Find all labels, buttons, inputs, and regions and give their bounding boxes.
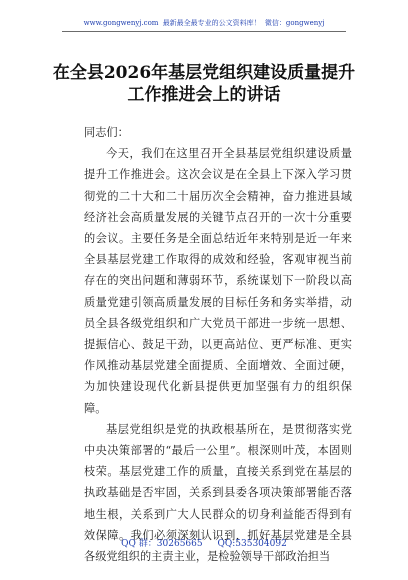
document-body	[84, 122, 352, 567]
footer-bar	[0, 538, 408, 550]
header-divider	[62, 31, 346, 32]
header-bar	[0, 18, 408, 28]
document-title	[0, 62, 408, 106]
paragraph-2: 基层党组织是党的执政根基所在，是贯彻落实党中央决策部署的“最后一公里”。根深则叶茂，本固则枝荣。基层党建工作的质量，直接关系到党在基层的执政基础是否牢固，关系到县委各项决策部署能否落地生根，关系到广大人民群众的切身利益能否得到有效保障。我们必须深刻认识到，抓好基层党建是全县各级党组织的主责主业，是检验领导干部政治担当	[84, 422, 352, 564]
salutation: 同志们：	[84, 126, 129, 139]
header-wechat: 微信：gongwenyj	[264, 19, 325, 27]
footer-qq: QQ:535304092	[217, 539, 287, 549]
site-link[interactable]: www.gongwenyj.com	[83, 19, 159, 27]
header-slogan: 最新最全最专业的公文资料库！	[162, 19, 261, 27]
footer-qq-group: QQ 群：30265665	[121, 539, 203, 549]
title-line-2: 工作推进会上的讲话	[127, 85, 281, 105]
title-line-1: 在全县2026年基层党组织建设质量提升	[52, 63, 356, 83]
paragraph-1: 今天，我们在这里召开全县基层党组织建设质量提升工作推进会。这次会议是在全县上下深入学习贯彻党的二十大和二十届历次全会精神，奋力推进县域经济社会高质量发展的关键节点召开的一次十分重要的会议。主要任务是全面总结近年来特别是近一年来全县基层党建工作取得的成效和经验，客观审视当前存在的突出问题和薄弱环节，系统谋划下一阶段以高质量党建引领高质量发展的目标任务和务实举措，动员全县各级党组织和广大党员干部进一步统一思想、提振信心、鼓足干劲，以更高站位、更严标准、更实作风推动基层党建全面提质、全面增效、全面过硬，为加快建设现代化新县提供更加坚强有力的组织保障。	[84, 147, 352, 415]
